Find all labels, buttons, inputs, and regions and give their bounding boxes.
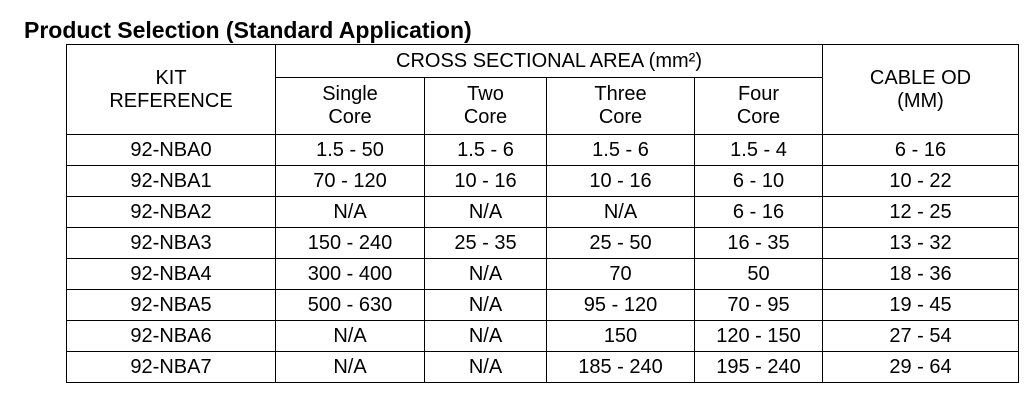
table-row [67,321,1019,352]
header-two-core-label: Two Core [463,83,508,128]
product-selection-table [66,44,1019,383]
cell-three-core: 10 - 16 [547,166,695,197]
cell-two-core: N/A [425,259,547,290]
cell-cable-od: 18 - 36 [823,259,1019,290]
header-single-core-label: Single Core [322,83,378,128]
cell-kit: 92-NBA6 [67,321,276,352]
cell-cable-od: 10 - 22 [823,166,1019,197]
cell-kit: 92-NBA4 [67,259,276,290]
header-row-top [67,45,1019,78]
header-three-core [547,78,695,135]
table-row [67,166,1019,197]
cell-kit: 92-NBA2 [67,197,276,228]
cell-four-core: 195 - 240 [695,352,823,383]
cell-four-core: 6 - 16 [695,197,823,228]
cell-three-core: 1.5 - 6 [547,135,695,166]
cell-two-core: N/A [425,197,547,228]
table-body [67,135,1019,383]
cell-kit: 92-NBA0 [67,135,276,166]
cell-three-core: 150 [547,321,695,352]
table-row [67,197,1019,228]
header-cable-od [823,45,1019,135]
cell-two-core: 1.5 - 6 [425,135,547,166]
header-two-core [425,78,547,135]
header-kit-reference [67,45,276,135]
header-four-core [695,78,823,135]
cell-single-core: 1.5 - 50 [276,135,425,166]
table-row [67,290,1019,321]
cell-three-core: N/A [547,197,695,228]
cell-cable-od: 19 - 45 [823,290,1019,321]
cell-kit: 92-NBA7 [67,352,276,383]
cell-kit: 92-NBA5 [67,290,276,321]
cell-three-core: 25 - 50 [547,228,695,259]
cell-four-core: 16 - 35 [695,228,823,259]
cell-two-core: N/A [425,352,547,383]
cell-two-core: 10 - 16 [425,166,547,197]
header-kit-reference-label: KIT REFERENCE [109,66,233,112]
cell-single-core: 500 - 630 [276,290,425,321]
table-row [67,135,1019,166]
page-title: Product Selection (Standard Application) [24,17,472,43]
cell-three-core: 95 - 120 [547,290,695,321]
cell-single-core: 70 - 120 [276,166,425,197]
cell-three-core: 70 [547,259,695,290]
cell-cable-od: 13 - 32 [823,228,1019,259]
cell-three-core: 185 - 240 [547,352,695,383]
cell-four-core: 120 - 150 [695,321,823,352]
cell-two-core: 25 - 35 [425,228,547,259]
cell-four-core: 70 - 95 [695,290,823,321]
cell-single-core: 300 - 400 [276,259,425,290]
cell-single-core: N/A [276,352,425,383]
table-row [67,259,1019,290]
cell-cable-od: 12 - 25 [823,197,1019,228]
header-cable-od-label: CABLE OD (MM) [869,66,972,112]
cell-cable-od: 29 - 64 [823,352,1019,383]
cell-single-core: N/A [276,321,425,352]
cell-kit: 92-NBA1 [67,166,276,197]
cell-single-core: N/A [276,197,425,228]
cell-four-core: 6 - 10 [695,166,823,197]
cell-four-core: 1.5 - 4 [695,135,823,166]
header-four-core-label: Four Core [736,83,781,128]
header-three-core-label: Three Core [594,83,647,128]
cell-two-core: N/A [425,290,547,321]
table-row [67,352,1019,383]
cell-single-core: 150 - 240 [276,228,425,259]
table-header [67,45,1019,135]
cell-two-core: N/A [425,321,547,352]
cell-cable-od: 27 - 54 [823,321,1019,352]
header-single-core [276,78,425,135]
table-row [67,228,1019,259]
cell-cable-od: 6 - 16 [823,135,1019,166]
header-cross-sectional-area: CROSS SECTIONAL AREA (mm²) [276,45,823,78]
cell-kit: 92-NBA3 [67,228,276,259]
cell-four-core: 50 [695,259,823,290]
